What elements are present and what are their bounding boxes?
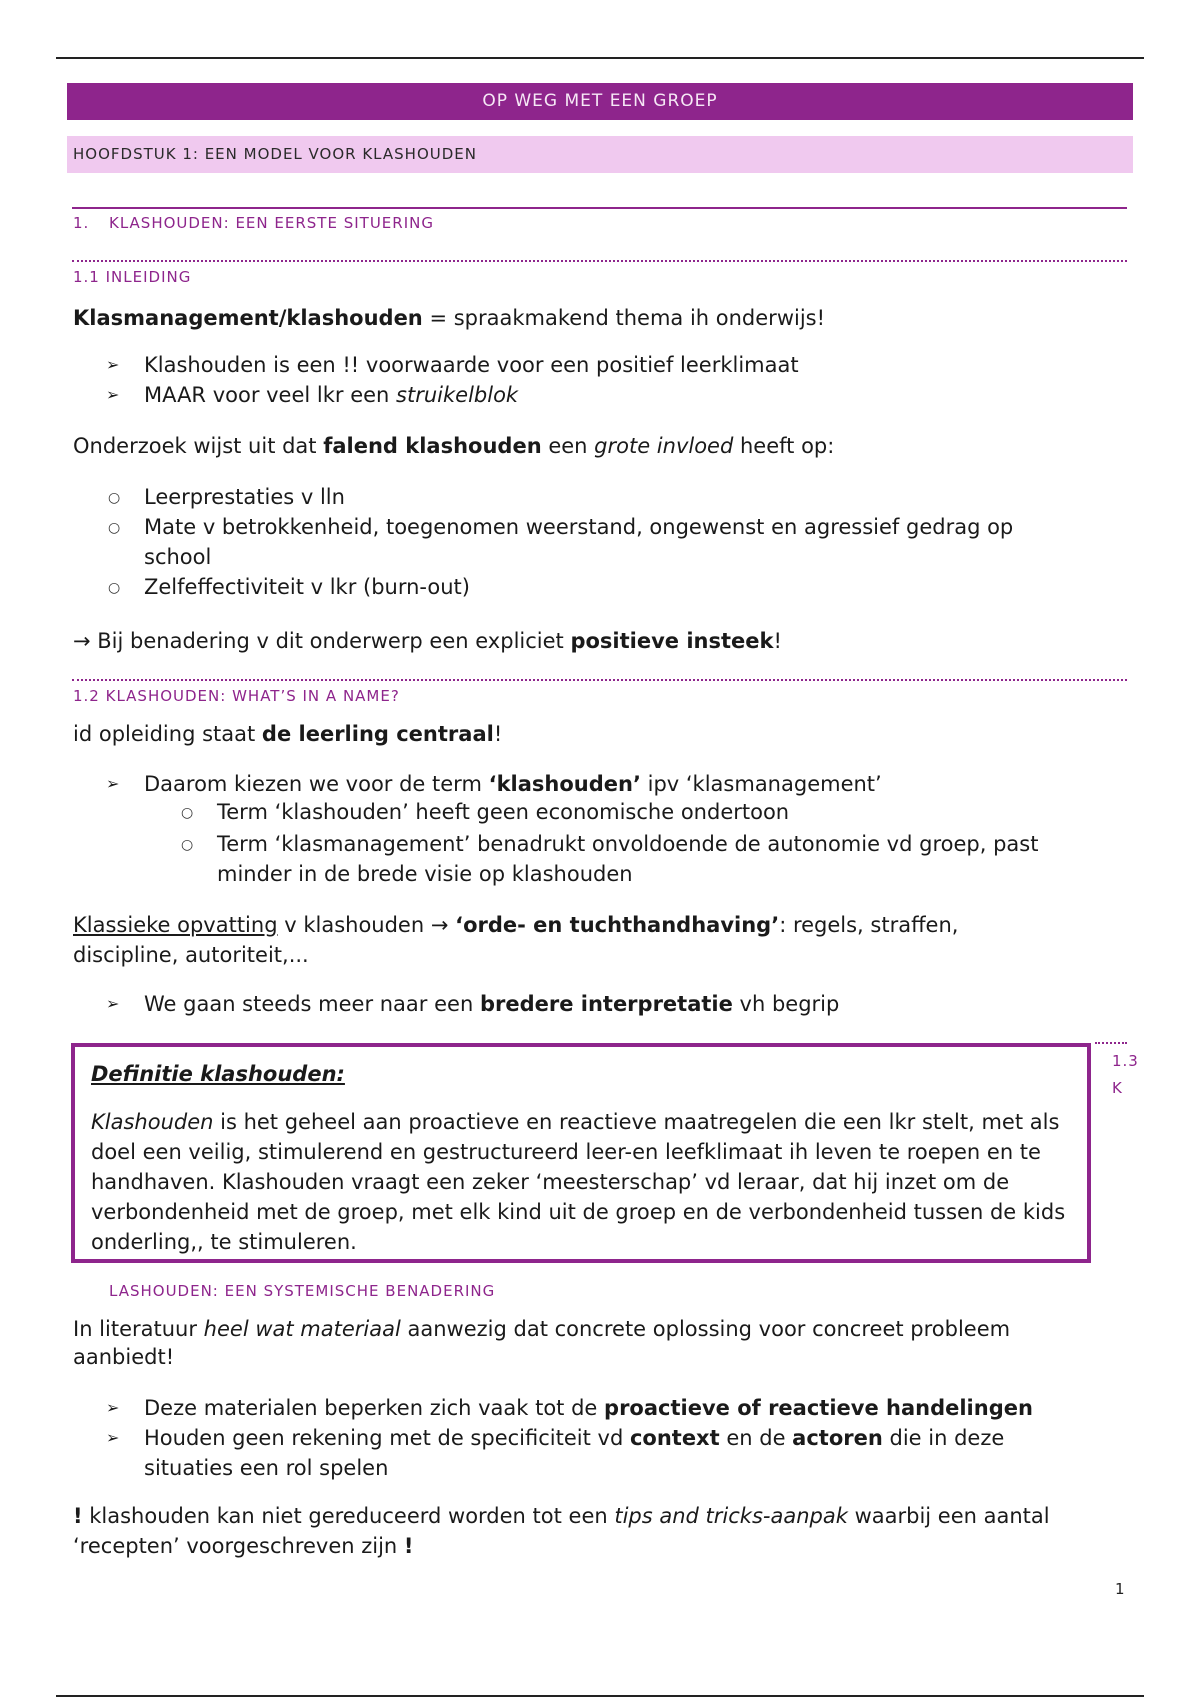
section-number: 1. <box>73 214 90 232</box>
circle-bullet-icon: ○ <box>108 580 121 596</box>
bullet-list-3 <box>72 989 839 1019</box>
arrow-bullet-icon: ➢ <box>106 994 120 1013</box>
paragraph-tips-and-tricks: ! klashouden kan niet gereduceerd worden tot een tips and tricks-aanpak waarbij een aantal <box>73 1504 1050 1528</box>
sub-bullet-list <box>145 797 1095 889</box>
paragraph-leerling-centraal: id opleiding staat de leerling centraal! <box>73 722 503 746</box>
circle-bullet-icon: ○ <box>181 837 194 853</box>
document-banner: OP WEG MET EEN GROEP <box>67 83 1133 120</box>
bullet-list-2 <box>72 769 882 799</box>
paragraph-tips-and-tricks-line2: ‘recepten’ voorgeschreven zijn ! <box>73 1534 414 1558</box>
list-item: ○ Term ‘klasmanagement’ benadrukt onvoldoende de autonomie vd groep, past minder in de brede visie op klashouden <box>181 832 1039 886</box>
section-divider <box>72 207 1127 209</box>
paragraph-klassieke-opvatting-line2: discipline, autoriteit,... <box>73 943 309 967</box>
list-item: ○ Term ‘klashouden’ heeft geen economische ondertoon <box>145 797 1095 827</box>
section-title: KLASHOUDEN: EEN EERSTE SITUERING <box>109 214 434 232</box>
subsection-divider <box>72 260 1127 262</box>
subsection-divider-fragment <box>1095 1042 1127 1044</box>
list-item: ➢ MAAR voor veel lkr een struikelblok <box>72 380 799 410</box>
paragraph-klassieke-opvatting: Klassieke opvatting v klashouden → ‘orde- en tuchthandhaving’: regels, straffen, <box>73 913 959 937</box>
paragraph-klasmanagement: Klasmanagement/klashouden = spraakmakend thema ih onderwijs! <box>73 306 826 330</box>
paragraph-onderzoek: Onderzoek wijst uit dat falend klashouden een grote invloed heeft op: <box>73 434 835 458</box>
arrow-bullet-icon: ➢ <box>106 1398 120 1417</box>
list-item: ○ Zelfeffectiviteit v lkr (burn-out) <box>72 572 1082 602</box>
list-item: ➢ Daarom kiezen we voor de term ‘klashouden’ ipv ‘klasmanagement’ <box>72 769 882 799</box>
arrow-bullet-icon: ➢ <box>106 1428 120 1447</box>
subsection-divider <box>72 679 1127 681</box>
top-rule <box>56 57 1144 59</box>
arrow-bullet-icon: ➢ <box>106 385 120 404</box>
definition-text: Klashouden is het geheel aan proactieve en reactieve maatregelen die een lkr stelt, met als doel een veilig, stimulerend en gestructureerd leer-en leefklimaat ih leven te roepen en te handhaven. Klashouden vraagt een zeker ‘meesterschap’ vd leraar, dat hij inzet om de verbondenheid met de groep, met elk kind uit de groep en de verbondenheid tussen de kids onderling,, te stimuleren. <box>91 1110 1066 1254</box>
list-item: ➢ Houden geen rekening met de specificiteit vd context en de actoren die in deze <box>72 1423 1033 1453</box>
list-item: ➢ Deze materialen beperken zich vaak tot de proactieve of reactieve handelingen <box>72 1393 1033 1423</box>
circle-bullet-icon: ○ <box>108 490 121 506</box>
bold-term: Klasmanagement/klashouden <box>73 306 423 330</box>
subsection-1-2-heading: 1.2 KLASHOUDEN: WHAT’S IN A NAME? <box>73 687 400 705</box>
subsection-1-3-heading: LASHOUDEN: EEN SYSTEMISCHE BENADERING <box>109 1282 496 1300</box>
paragraph-literatuur: In literatuur heel wat materiaal aanwezig dat concrete oplossing voor concreet probleem <box>73 1317 1011 1341</box>
circle-list <box>72 482 1082 602</box>
definition-box <box>71 1043 1091 1263</box>
bottom-rule <box>56 1695 1144 1697</box>
paragraph-benadering: → Bij benadering v dit onderwerp een expliciet positieve insteek! <box>73 629 782 653</box>
circle-bullet-icon: ○ <box>181 805 194 821</box>
arrow-bullet-icon: ➢ <box>106 774 120 793</box>
section-1-heading <box>73 214 434 232</box>
list-item: ○ Leerprestaties v lln <box>72 482 1082 512</box>
subsection-1-3-letter: K <box>1112 1079 1123 1097</box>
list-item: ➢ We gaan steeds meer naar een bredere interpretatie vh begrip <box>72 989 839 1019</box>
list-item-continuation: situaties een rol spelen <box>144 1456 389 1480</box>
subsection-1-3-number: 1.3 <box>1112 1052 1139 1070</box>
bullet-list-4 <box>72 1393 1033 1483</box>
list-item: ○ Mate v betrokkenheid, toegenomen weerstand, ongewenst en agressief gedrag op school <box>108 515 1014 569</box>
definition-title: Definitie klashouden: <box>91 1062 345 1086</box>
bullet-list-1 <box>72 350 799 410</box>
chapter-heading: HOOFDSTUK 1: EEN MODEL VOOR KLASHOUDEN <box>67 136 1133 173</box>
arrow-bullet-icon: ➢ <box>106 355 120 374</box>
page-number: 1 <box>1115 1580 1125 1598</box>
list-item: ➢ Klashouden is een !! voorwaarde voor een positief leerklimaat <box>72 350 799 380</box>
circle-bullet-icon: ○ <box>108 520 121 536</box>
paragraph-literatuur-line2: aanbiedt! <box>73 1345 175 1369</box>
subsection-1-1-heading: 1.1 INLEIDING <box>73 268 192 286</box>
